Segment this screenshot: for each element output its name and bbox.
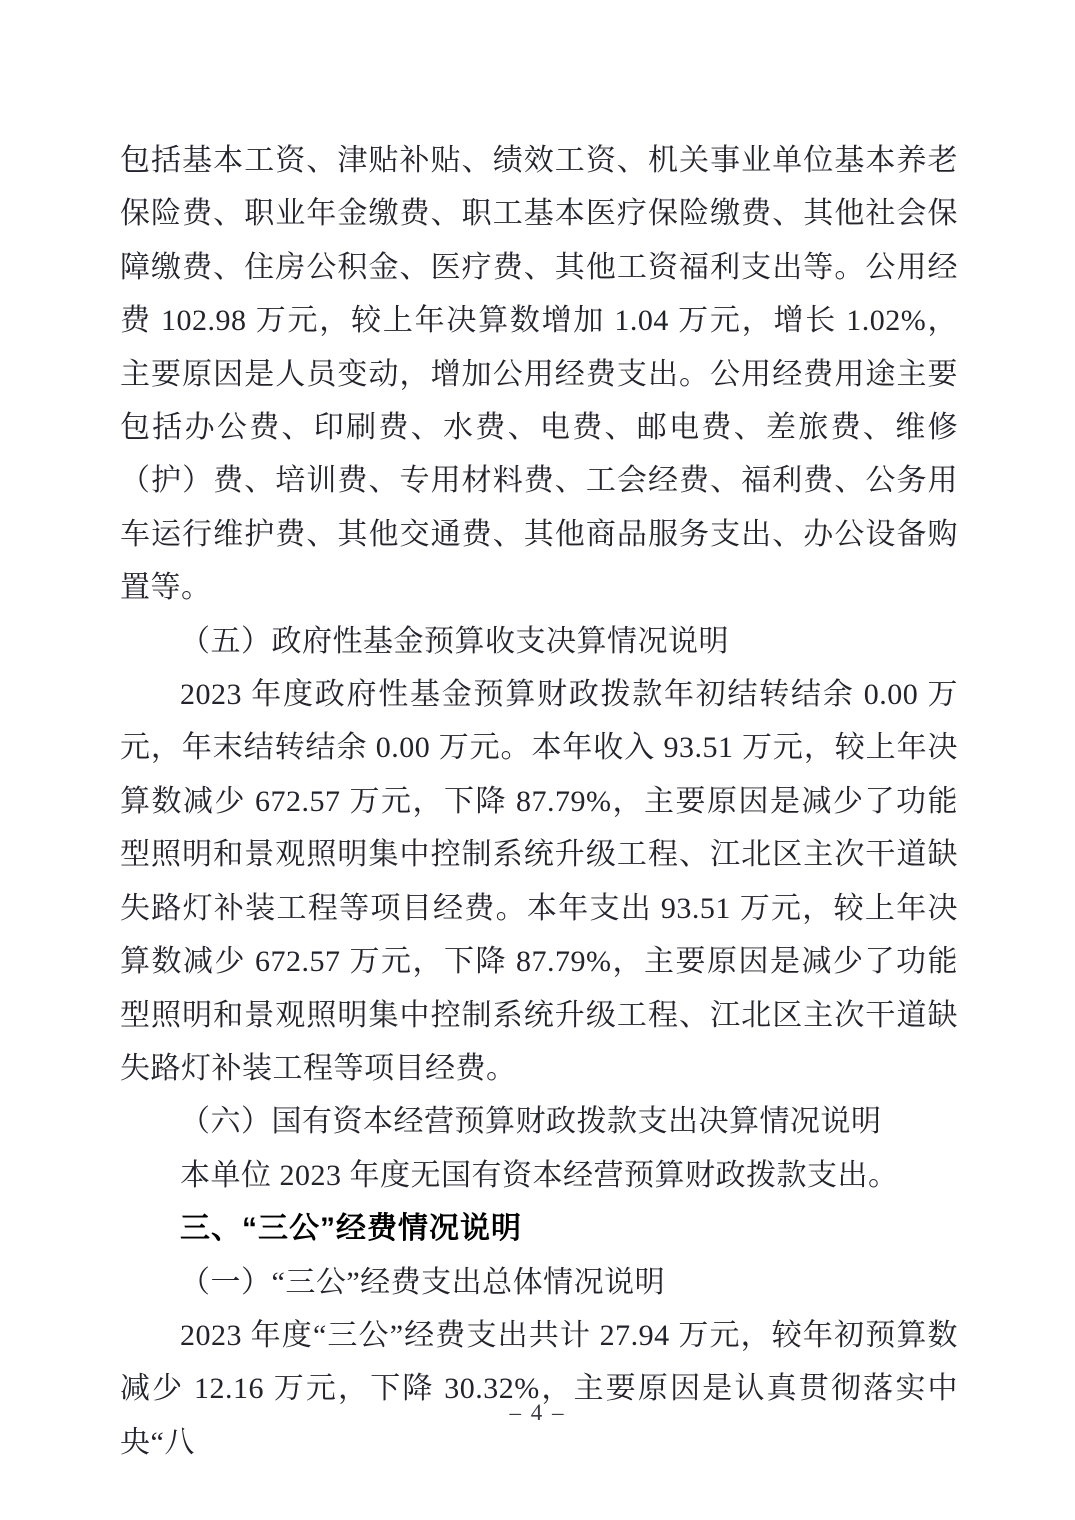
section-5-heading: （五）政府性基金预算收支决算情况说明 (180, 624, 729, 658)
part-3-section-1-paragraph: 2023 年度“三公”经费支出共计 27.94 万元，较年初预算数减少 12.16 万元，下降 30.32%，主要原因是认真贯彻落实中央“八 (120, 1318, 958, 1459)
page-number: – 4 – (509, 1400, 566, 1425)
section-6-heading: （六）国有资本经营预算财政拨款支出决算情况说明 (180, 1105, 882, 1139)
part-3-section-1-heading: （一）“三公”经费支出总体情况说明 (180, 1265, 666, 1299)
section-5-paragraph: 2023 年度政府性基金预算财政拨款年初结转结余 0.00 万元，年末结转结余 0.00 万元。本年收入 93.51 万元，较上年决算数减少 672.57 万元，下降 87.79%，主要原因是减少了功能型照明和景观照明集中控制系统升级工程、江北区主次干道缺失路灯补装工程等项目经费。本年支出 93.51 万元，较上年决算数减少 672.57 万元，下降 87.79%，主要原因是减少了功能型照明和景观照明集中控制系统升级工程、江北区主次干道缺失路灯补装工程等项目经费。 (120, 678, 958, 1085)
document-text-body (120, 134, 958, 1469)
section-6-paragraph: 本单位 2023 年度无国有资本经营预算财政拨款支出。 (180, 1158, 899, 1192)
continuation-paragraph: 包括基本工资、津贴补贴、绩效工资、机关事业单位基本养老保险费、职业年金缴费、职工基本医疗保险缴费、其他社会保障缴费、住房公积金、医疗费、其他工资福利支出等。公用经费 102.98 万元，较上年决算数增加 1.04 万元，增长 1.02%，主要原因是人员变动，增加公用经费支出。公用经费用途主要包括办公费、印刷费、水费、电费、邮电费、差旅费、维修（护）费、培训费、专用材料费、工会经费、福利费、公务用车运行维护费、其他交通费、其他商品服务支出、办公设备购置等。 (120, 144, 958, 605)
part-3-heading: 三、“三公”经费情况说明 (180, 1212, 522, 1246)
